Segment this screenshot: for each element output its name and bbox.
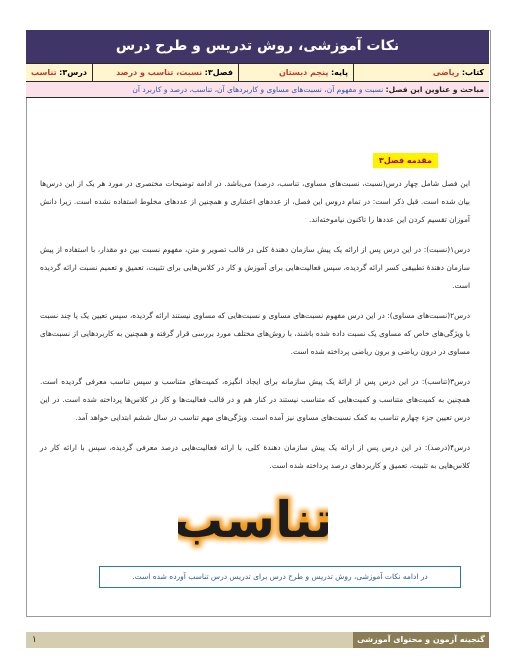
logo-text: تناسب <box>178 491 328 549</box>
page-number: ۱ <box>32 635 37 645</box>
lesson-cell <box>26 64 92 81</box>
chapter-value: نسبت، تناسب و درصد <box>116 68 203 77</box>
intro-heading: مقدمه فصل۳ <box>373 153 438 168</box>
grade-label: پایه: <box>330 68 348 77</box>
chapter-label: فصل۳: <box>204 68 233 77</box>
page-footer <box>0 632 510 650</box>
lesson-logo-art <box>178 483 328 556</box>
note-box: در ادامه نکات آموزشی، روش تدریس و طرح درس برای تدریس درس تناسب آورده شده است. <box>99 566 461 588</box>
topics-label: مباحث و عناوین این فصل: <box>385 85 484 94</box>
chapter-topics-row <box>26 82 489 98</box>
lesson-label: درس۳: <box>59 68 87 77</box>
book-cell <box>353 64 489 81</box>
lesson-value: تناسب <box>31 68 57 77</box>
grade-cell <box>238 64 353 81</box>
book-value: ریاضی <box>432 68 460 77</box>
lesson-header <box>26 30 489 98</box>
page-title: نکات آموزشی، روش تدریس و طرح درس <box>26 30 489 63</box>
topics-text: نسبت و مفهوم آن، نسبت‌های مساوی و کاربردهای آن، تناسب، درصد و کاربرد آن <box>132 85 384 94</box>
paragraph-overview: این فصل شامل چهار درس(نسبت، نسبت‌های مساوی، تناسب، درصد) می‌باشد. در ادامه توضیحات مختصری در مورد هر یک از این درس‌ها بیان شده است. قبل ذکر است: در تمام دروس این فصل، از عددهای اعشاری و همچنین از عددهای مخلوط استفاده نشده است. زیرا دانش آموزان تقسیم کردن این عددها را تاکنون نیاموخته‌اند. <box>40 179 470 224</box>
lesson-info-row <box>26 63 489 82</box>
paragraph-lesson-4: درس۴(درصد): در این درس پس از ارائه یک پیش سازمان دهندهٔ کلی، با ارائه فعالیت‌هایی درصد معرفی گردیده، سپس با ارائه کار در کلاس‌هایی به تثبیت، تعمیق و کاربردهای درصد پرداخته شده است. <box>40 443 470 470</box>
lesson-logo <box>178 483 328 556</box>
paragraph-lesson-3: درس۳(تناسب): در این درس پس از ارائهٔ یک پیش سازمانه برای ایجاد انگیزه، کمیت‌های متناسب و سپس تناسب معرفی گردیده است. همچنین به کمیت‌های متناسب و کمیت‌هایی که متناسب نیستند در کنار هم و در قالب فعالیت‌ها و کار در کلاس‌ها پرداخته شده است. در این درس تعیین جزء چهارم تناسب به کمک نسبت‌های مساوی نیز آمده است. ویژگی‌های مهم تناسب در سال ششم ابتدایی خواهد آمد. <box>40 377 470 422</box>
book-label: کتاب: <box>461 68 484 77</box>
chapter-cell <box>92 64 238 81</box>
paragraph-lesson-1: درس۱(نسبت): در این درس پس از ارائه یک پیش سازمان دهندهٔ کلی در قالب تصویر و متن، مفهوم نسبت بین دو مقدار، با استفاده از پیش سازمان دهندهٔ تطبیقی کسر ارائه گردیده، سپس فعالیت‌هایی برای آموزش و کار در کلاس‌هایی برای تثبیت، تعمیق و تعمیم نسبت ارائه گردیده است. <box>40 245 470 290</box>
grade-value: پنجم دبستان <box>278 68 329 77</box>
intro-content <box>40 175 470 487</box>
footer-label: گنجینه آزمون و محتوای آموزشی <box>353 632 489 648</box>
paragraph-lesson-2: درس۲(نسبت‌های مساوی): در این درس مفهوم نسبت‌های مساوی و نسبت‌هایی که مساوی نیستند ارائه گردیده، سپس تعیین یک یا چند نسبت با ویژگی‌های خاص که مساوی یک نسبت داده شده باشند، با روش‌های مختلف مورد بررسی قرار گرفته و همچنین به کاربردهایی از نسبت‌های مساوی در درون ریاضی و برون ریاضی پرداخته شده است. <box>40 311 470 356</box>
